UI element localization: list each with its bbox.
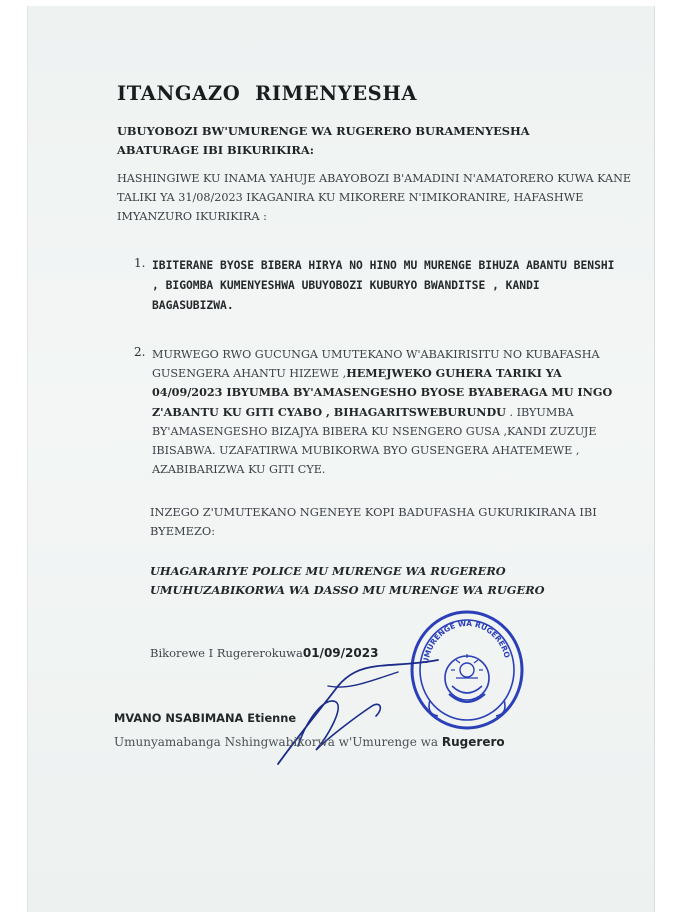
item-2-text-bold: HEMEJWEKO GUHERA TARIKI YA 04/09/2023 IBYUMBA BY'AMASENGESHO BYOSE BYABERAGA MU INGO Z'ABANTU KU GITI CYABO , BIHAGARITSWEBURUNDU bbox=[152, 366, 613, 419]
cc-recipients bbox=[150, 562, 620, 600]
done-date: 01/09/2023 bbox=[302, 646, 379, 660]
signer-position-title: Umunyamabanga Nshingwabikorwa w'Umurenge wa bbox=[114, 735, 442, 749]
item-2-text-end: . IBYUMBA BY'AMASENGESHO BIZAJYA BIBERA KU NSENGERO GUSA ,KANDI ZUZUJE IBISABWA. UZAFATIRWA MUBIKORWA BYO GUSENGERA AHATEMEWE , AZABIBARIZWA KU GITI CYE. bbox=[152, 405, 597, 477]
done-at-place: Bikorewe I Rugererokuwa bbox=[150, 646, 303, 660]
document-title: ITANGAZO RIMENYESHA bbox=[117, 82, 418, 105]
acknowledgement-paragraph: INZEGO Z'UMUTEKANO NGENEYE KOPI BADUFASHA GUKURIKIRANA IBI BYEMEZO: bbox=[150, 505, 597, 538]
resolution-item-1: IBITERANE BYOSE BIBERA HIRYA NO HINO MU MURENGE BIHUZA ABANTU BENSHI , BIGOMBA KUMENYESHWA UBUYOBOZI KUBURYO BWANDITSE , KANDI BAGASUBIZWA. bbox=[152, 259, 615, 312]
signer-position-place: Rugerero bbox=[441, 735, 505, 749]
item-number: 2. bbox=[134, 345, 146, 359]
cc-recipient: UHAGARARIYE POLICE MU MURENGE WA RUGERERO bbox=[150, 564, 506, 578]
document-subtitle: UBUYOBOZI BW'UMURENGE WA RUGERERO BURAMENYESHA ABATURAGE IBI BIKURIKIRA: bbox=[117, 124, 530, 157]
item-number: 1. bbox=[134, 256, 146, 270]
signer-position bbox=[114, 735, 505, 749]
item-2-text-start: MURWEGO RWO GUCUNGA UMUTEKANO W'ABAKIRISITU NO KUBAFASHA GUSENGERA AHANTU HIZEWE , bbox=[152, 348, 600, 381]
document-page bbox=[28, 6, 654, 912]
signer-name: MVANO NSABIMANA Etienne bbox=[114, 711, 297, 725]
resolution-item-2 bbox=[152, 345, 622, 479]
stamp-text: UMURENGE WA RUGERERO bbox=[421, 618, 512, 665]
cc-recipient: UMUHUZABIKORWA WA DASSO MU MURENGE WA RUGERO bbox=[150, 583, 545, 597]
intro-paragraph: HASHINGIWE KU INAMA YAHUJE ABAYOBOZI B'AMADINI N'AMATORERO KUWA KANE TALIKI YA 31/08/2023 IKAGANIRA KU MIKORERE N'IMIKORANIRE, HAFASHWE IMYANZURO IKURIKIRA : bbox=[117, 172, 632, 223]
